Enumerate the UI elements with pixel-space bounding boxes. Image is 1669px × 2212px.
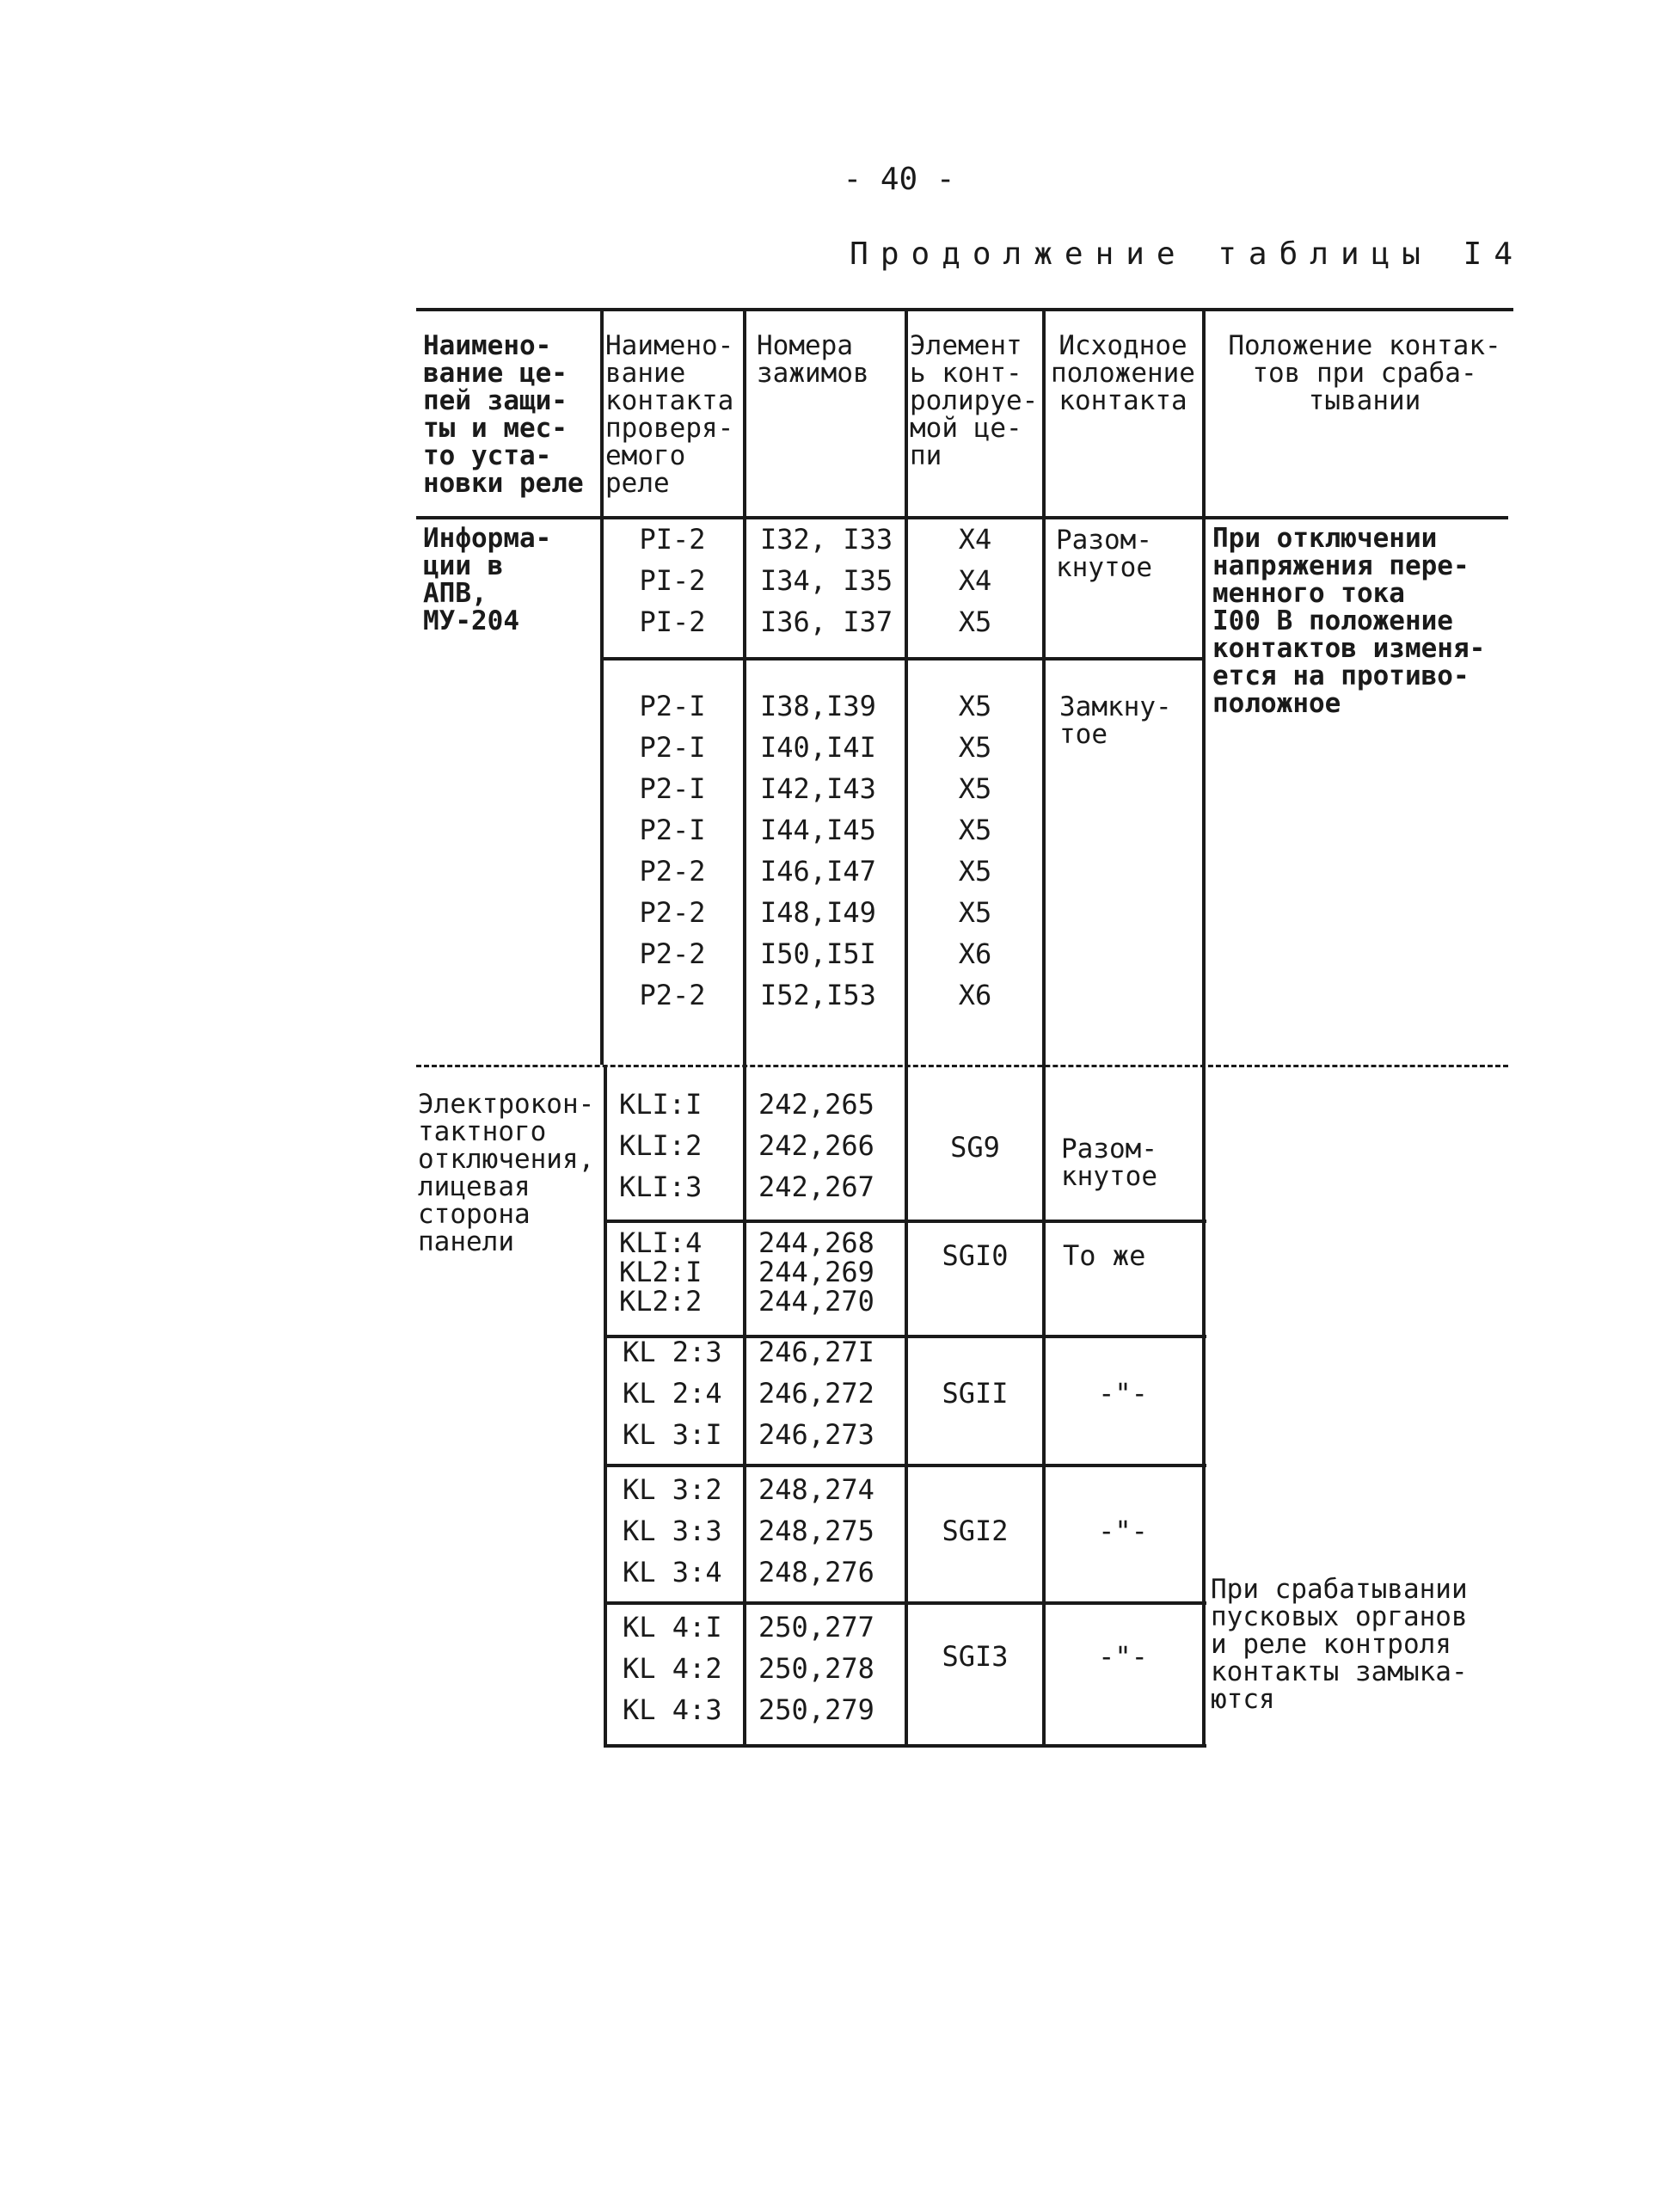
s2-g3-initial: -"- [1098, 1377, 1148, 1410]
s2-g2-element: SGI0 [942, 1239, 1009, 1272]
s2-g1-terminals: 242,265 242,266 242,267 [758, 1088, 874, 1203]
s2-g5-initial: -"- [1098, 1640, 1148, 1673]
s2-g5-element: SGI3 [942, 1640, 1009, 1673]
s1-g2-contacts: P2-I P2-I P2-I P2-I P2-2 P2-2 P2-2 P2-2 [639, 690, 706, 1011]
s2-g4-element: SGI2 [942, 1515, 1009, 1547]
section2-position: При срабатывании пусковых органов и реле контроля контакты замыка- ются [1211, 1574, 1468, 1715]
section1-circuit: Информа- ции в АПВ, МУ-204 [423, 523, 552, 636]
s1-g1-terminals: I32, I33 I34, I35 I36, I37 [760, 523, 893, 638]
section-separator [416, 1065, 1508, 1067]
col-divider-2 [743, 311, 746, 1748]
header-position: Положение контак- тов при сраба- тывании [1228, 330, 1501, 416]
s2-g2-terminals: 244,268 244,269 244,270 [758, 1226, 874, 1318]
col-divider-1b [604, 1065, 607, 1748]
s1-g2-elements: X5 X5 X5 X5 X5 X5 X6 X6 [958, 690, 992, 1011]
s2-g1-element: SG9 [950, 1131, 1000, 1164]
s1-g1-initial: Разом- кнутое [1056, 525, 1152, 583]
s1-g2-terminals: I38,I39 I40,I4I I42,I43 I44,I45 I46,I47 I48,I49 I50,I5I I52,I53 [760, 690, 876, 1011]
section1-position: При отключении напряжения пере- менного тока I00 В положение контактов изменя- ется на противо- положное [1212, 523, 1486, 719]
s2-g5-terminals: 250,277 250,278 250,279 [758, 1611, 874, 1726]
s2-g5-contacts: KL 4:I KL 4:2 KL 4:3 [623, 1611, 722, 1726]
table-top-rule [416, 308, 1513, 311]
section2-circuit: Электрокон- тактного отключения, лицевая сторона панели [418, 1089, 595, 1257]
s1-g2-initial: Замкну- тое [1059, 691, 1172, 750]
header-initial: Исходное положение контакта [1051, 330, 1195, 416]
s1-g1-contacts: PI-2 PI-2 PI-2 [639, 523, 706, 638]
page-number: - 40 - [843, 162, 955, 197]
header-contact: Наимено- вание контакта проверя- емого реле [605, 330, 734, 499]
s2-g1-initial: Разом- кнутое [1061, 1134, 1157, 1192]
s2-g2-initial: То же [1063, 1239, 1146, 1272]
header-circuit: Наимено- вание це- пей защи- ты и мес- то уста- новки реле [423, 330, 584, 499]
col-divider-5 [1202, 311, 1206, 1748]
s2-g4-contacts: KL 3:2 KL 3:3 KL 3:4 [623, 1473, 722, 1588]
table-caption: Продолжение таблицы I4 [850, 237, 1525, 272]
s2-g3-contacts: KL 2:3 KL 2:4 KL 3:I [623, 1336, 722, 1451]
s1-g1-elements: X4 X4 X5 [958, 523, 992, 638]
s2-g4-initial: -"- [1098, 1515, 1148, 1547]
s2-g4-terminals: 248,274 248,275 248,276 [758, 1473, 874, 1588]
header-element: Элемент ь конт- ролируе- мой це- пи [910, 330, 1039, 471]
s2-g1-contacts: KLI:I KLI:2 KLI:3 [619, 1088, 703, 1203]
header-terminals: Номера зажимов [757, 330, 869, 389]
s2-g3-element: SGII [942, 1377, 1009, 1410]
s2-g2-contacts: KLI:4 KL2:I KL2:2 [619, 1226, 703, 1318]
section1-group-rule [602, 657, 1204, 661]
s2-g3-terminals: 246,27I 246,272 246,273 [758, 1336, 874, 1451]
